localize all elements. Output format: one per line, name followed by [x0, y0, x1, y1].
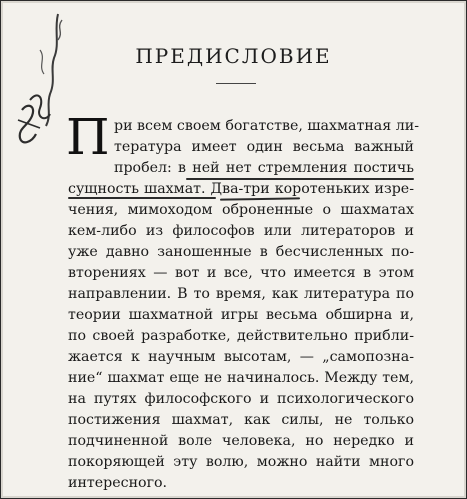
text-line: покоряющей эту волю, можно найти много	[68, 454, 414, 470]
text-line: теории шахматной игры весьма обширна и,	[68, 307, 414, 323]
text-line: по своей разработке, действительно прибли-	[68, 328, 414, 344]
handwritten-signature	[10, 10, 70, 150]
text-line: направлении. В то время, как литература по	[68, 286, 414, 302]
page-title: ПРЕДИСЛОВИЕ	[135, 44, 332, 68]
underline-mark	[68, 197, 216, 199]
drop-cap: П	[66, 108, 110, 166]
text-line: вторениях — вот и все, что имеется в этом	[68, 265, 414, 281]
text-line: на путях философского и психологического	[68, 391, 414, 407]
text-line: интересного.	[68, 475, 168, 491]
title-divider	[216, 83, 256, 84]
text-line: постижения шахмат, как силы, не только	[68, 412, 414, 428]
underline-mark	[186, 178, 414, 180]
text-line: чения, мимоходом оброненные о шахматах	[68, 202, 414, 218]
text-line: кем-либо из философов или литераторов и	[68, 223, 414, 239]
text-line: уже давно заношенные в бесчисленных по-	[68, 244, 414, 260]
text-line: сущность шахмат. Два-три коротеньких изре-	[68, 181, 414, 197]
text-line: ние“ шахмат еще не начиналось. Между тем,	[68, 370, 414, 386]
text-line: пробел: в ней нет стремления постичь	[114, 160, 414, 176]
text-line: тература имеет один весьма важный	[114, 139, 414, 155]
text-line: подчиненной воле человека, но нередко и	[68, 433, 414, 449]
text-line: ри всем своем богатстве, шахматная ли-	[114, 118, 419, 134]
text-line: жается к научным высотам, — „самопозна-	[68, 349, 414, 365]
